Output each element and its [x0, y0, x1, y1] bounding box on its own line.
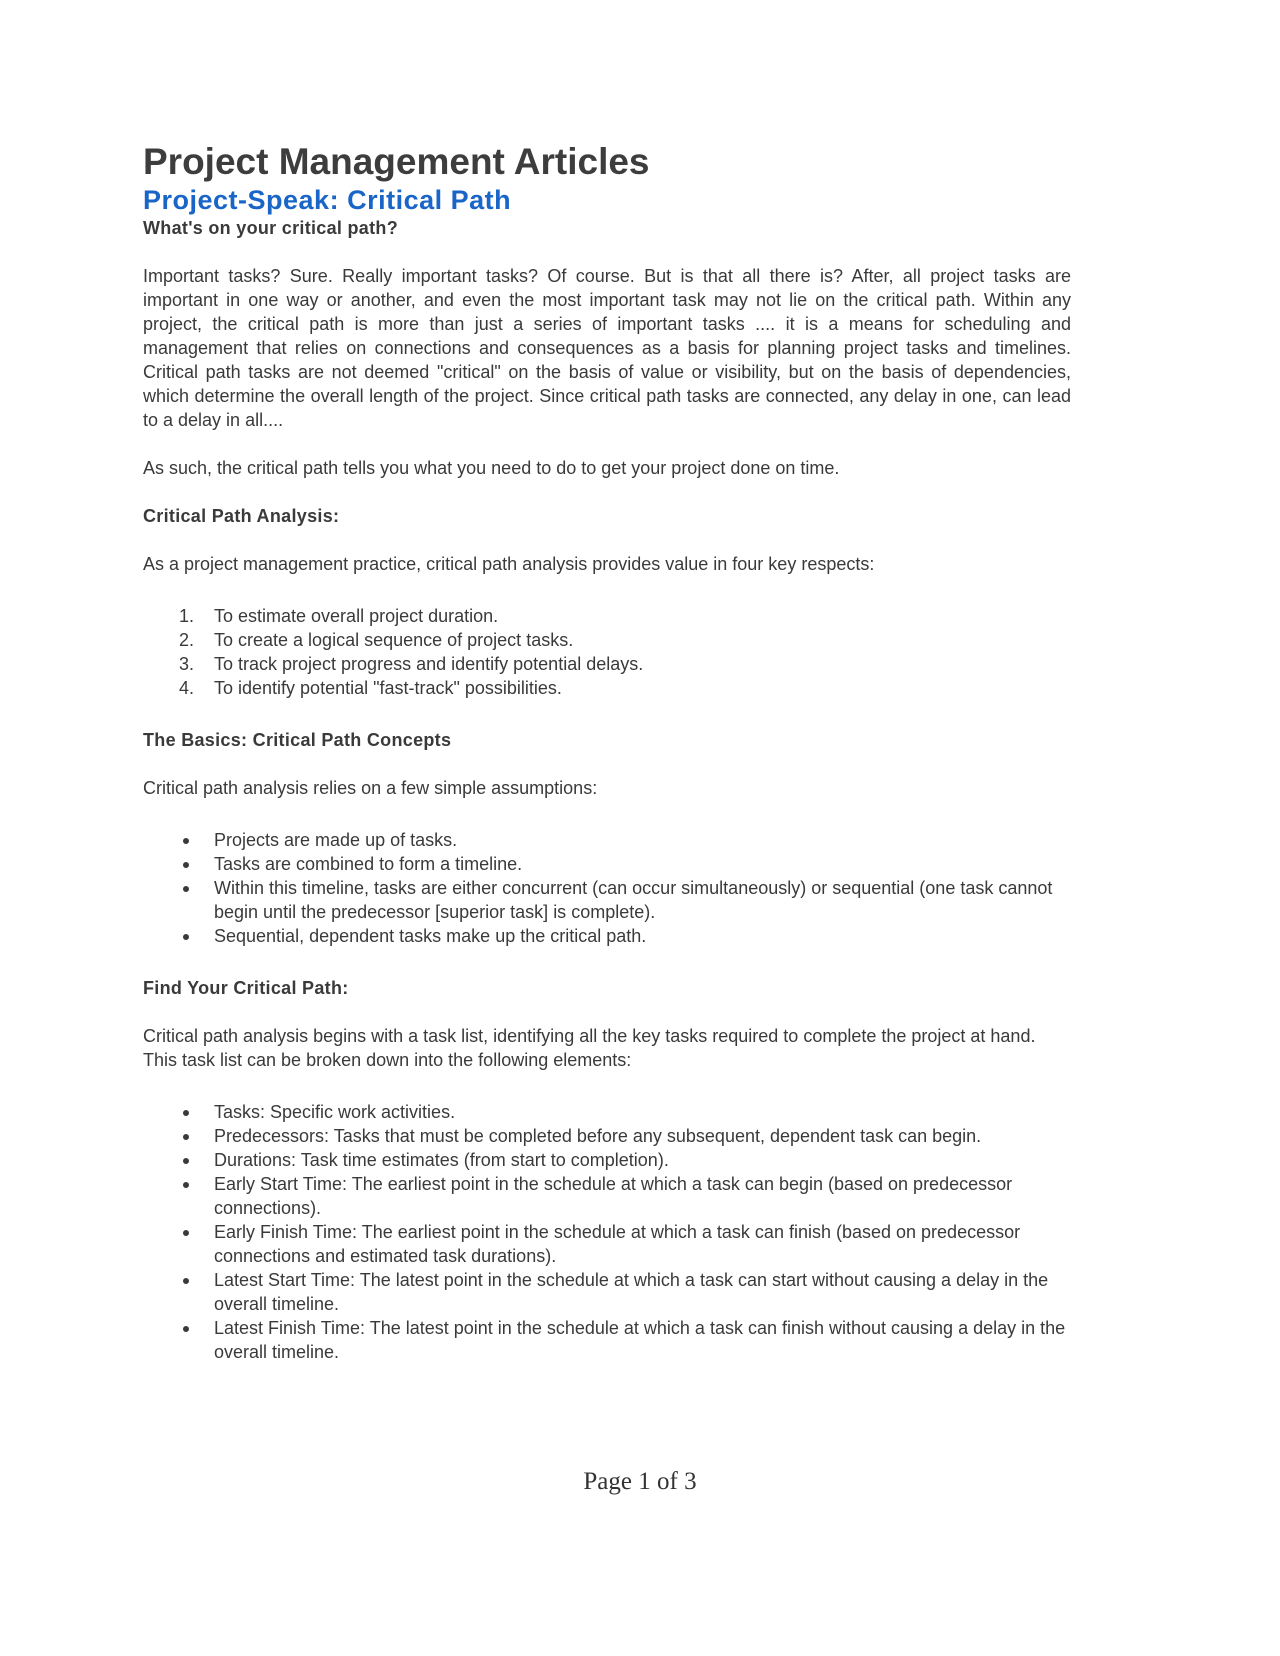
bullet-icon — [183, 1278, 189, 1284]
list-text: Within this timeline, tasks are either concurrent (can occur simultaneously) or sequential (one task cannot begin until the predecessor [superior task] is complete). — [214, 878, 1053, 922]
basics-lead: Critical path analysis relies on a few simple assumptions: — [143, 778, 598, 798]
section-heading-find: Find Your Critical Path: — [143, 978, 349, 998]
list-item — [143, 924, 1071, 948]
bullet-icon — [183, 886, 189, 892]
bullet-icon — [183, 1134, 189, 1140]
list-text: Tasks are combined to form a timeline. — [214, 854, 523, 874]
list-item — [143, 1124, 1071, 1148]
basics-list — [143, 828, 1071, 948]
bullet-icon — [183, 1158, 189, 1164]
list-item — [143, 876, 1071, 924]
intro-paragraph-2: As such, the critical path tells you what you need to do to get your project done on time. — [143, 458, 840, 478]
list-item — [143, 852, 1071, 876]
list-item — [143, 1148, 1071, 1172]
list-text: Latest Start Time: The latest point in the schedule at which a task can start without causing a delay in the overall timeline. — [214, 1270, 1049, 1314]
intro-paragraph: Important tasks? Sure. Really important tasks? Of course. But is that all there is? After, all project tasks are important in one way or another, and even the most important task may not lie on the critical path. Within any project, the critical path is more than just a series of important tasks .... it is a means for scheduling and management that relies on connections and consequences as a basis for planning project tasks and timelines. Critical path tasks are not deemed "critical" on the basis of value or visibility, but on the basis of dependencies, which determine the overall length of the project. Since critical path tasks are connected, any delay in one, can lead to a delay in all.... — [143, 266, 1071, 430]
list-item — [143, 828, 1071, 852]
section-heading-basics: The Basics: Critical Path Concepts — [143, 730, 452, 750]
list-number: 4. — [179, 678, 195, 698]
list-text: Durations: Task time estimates (from start to completion). — [214, 1150, 669, 1170]
bullet-icon — [183, 1326, 189, 1332]
list-text: Sequential, dependent tasks make up the critical path. — [214, 926, 647, 946]
analysis-lead: As a project management practice, critical path analysis provides value in four key respects: — [143, 554, 875, 574]
list-text: Latest Finish Time: The latest point in the schedule at which a task can finish without causing a delay in the overall timeline. — [214, 1318, 1066, 1362]
document-page — [143, 140, 1071, 1392]
list-text: Predecessors: Tasks that must be completed before any subsequent, dependent task can begin. — [214, 1126, 982, 1146]
list-number: 3. — [179, 654, 195, 674]
list-text: To identify potential "fast-track" possibilities. — [214, 678, 562, 698]
list-item — [143, 1268, 1071, 1316]
list-text: To create a logical sequence of project tasks. — [214, 630, 574, 650]
list-number: 2. — [179, 630, 195, 650]
list-item — [143, 676, 1071, 700]
list-item — [143, 1172, 1071, 1220]
list-item — [143, 1100, 1071, 1124]
bullet-icon — [183, 838, 189, 844]
article-tagline: What's on your critical path? — [143, 218, 399, 238]
find-lead: Critical path analysis begins with a task list, identifying all the key tasks required to complete the project at hand. This task list can be broken down into the following elements: — [143, 1026, 1036, 1070]
analysis-list — [143, 604, 1071, 700]
bullet-icon — [183, 1182, 189, 1188]
document-title: Project Management Articles — [143, 141, 650, 182]
list-number: 1. — [179, 606, 195, 626]
bullet-icon — [183, 934, 189, 940]
list-item — [143, 652, 1071, 676]
page-number: Page 1 of 3 — [583, 1468, 697, 1495]
list-text: To track project progress and identify potential delays. — [214, 654, 644, 674]
article-title: Project-Speak: Critical Path — [143, 185, 512, 215]
bullet-icon — [183, 862, 189, 868]
list-text: Early Start Time: The earliest point in the schedule at which a task can begin (based on predecessor connections). — [214, 1174, 1013, 1218]
list-text: Early Finish Time: The earliest point in the schedule at which a task can finish (based on predecessor connections and estimated task durations). — [214, 1222, 1021, 1266]
bullet-icon — [183, 1110, 189, 1116]
list-item — [143, 604, 1071, 628]
list-text: Tasks: Specific work activities. — [214, 1102, 456, 1122]
list-item — [143, 628, 1071, 652]
section-heading-analysis: Critical Path Analysis: — [143, 506, 340, 526]
list-text: Projects are made up of tasks. — [214, 830, 458, 850]
list-item — [143, 1220, 1071, 1268]
list-item — [143, 1316, 1071, 1364]
find-list — [143, 1100, 1071, 1364]
bullet-icon — [183, 1230, 189, 1236]
list-text: To estimate overall project duration. — [214, 606, 499, 626]
